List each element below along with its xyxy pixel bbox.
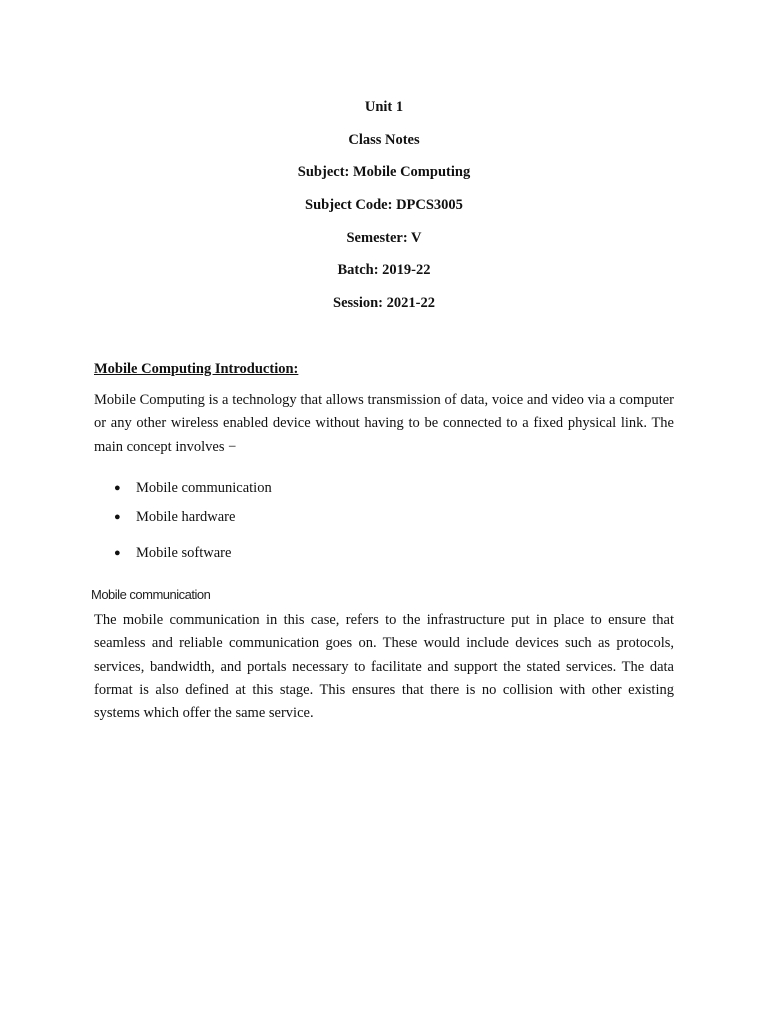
semester-line: Semester: V — [346, 229, 422, 246]
intro-heading: Mobile Computing Introduction: — [94, 361, 299, 377]
bullet-icon: ● — [114, 547, 121, 559]
bullet-icon: ● — [114, 482, 121, 494]
list-item-label: Mobile communication — [136, 480, 272, 496]
concept-list — [94, 477, 674, 564]
batch-line: Batch: 2019-22 — [337, 262, 431, 279]
mobile-communication-paragraph: The mobile communication in this case, refers to the infrastructure put in place to ensure that seamless and reliable communication goes on. These would include devices such as protocols, services, bandwidth, and portals necessary to facilitate and support the stated services. The data format is also defined at this stage. This ensures that there is no collision with other existing systems which offer the same service. — [94, 612, 674, 722]
intro-paragraph: Mobile Computing is a technology that allows transmission of data, voice and video via a computer or any other wireless enabled device without having to be connected to a fixed physical link. The main concept involves − — [94, 392, 674, 455]
list-item-label: Mobile software — [136, 545, 232, 561]
session-line: Session: 2021-22 — [333, 295, 435, 312]
list-item — [94, 542, 674, 564]
bullet-icon: ● — [114, 511, 121, 523]
document-header — [0, 96, 768, 325]
subject-line: Subject: Mobile Computing — [297, 164, 471, 181]
unit-title: Unit 1 — [364, 99, 404, 115]
list-item — [94, 506, 674, 528]
subject-code-line: Subject Code: DPCS3005 — [305, 197, 463, 214]
mobile-communication-heading: Mobile communication — [91, 587, 211, 602]
list-item — [94, 477, 674, 499]
list-item-label: Mobile hardware — [136, 509, 236, 525]
class-notes-title: Class Notes — [348, 131, 420, 148]
